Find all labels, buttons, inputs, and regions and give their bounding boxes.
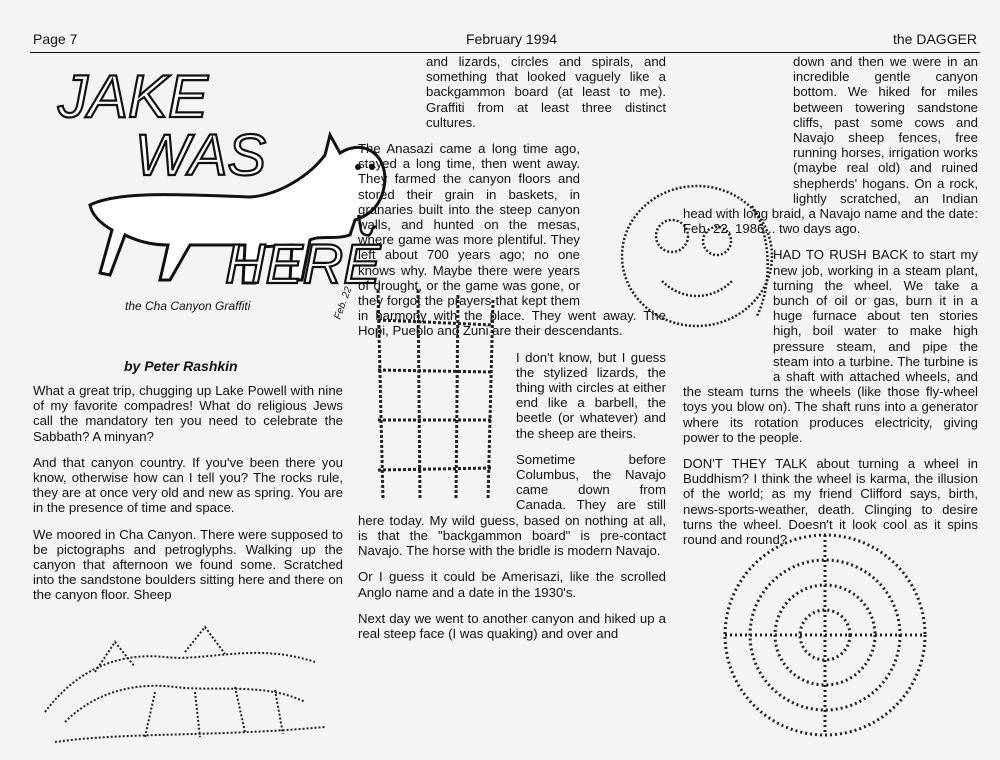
page-number: Page 7 bbox=[33, 31, 78, 47]
title-jake: JAKE bbox=[58, 63, 209, 130]
petroglyph-animals-image bbox=[35, 612, 335, 752]
paragraph: HAD TO RUSH BACK to start my new job, working in a steam plant, turning the wheel. We take a bunch of oil or gas, burn it in a huge furnace about ten stories high, boil water to make high pressure steam, and pipe the steam into a turbine. The turbine is a shaft with attached wheels, and the steam turns the wheels (like those fly-wheel toys you blow on). The shaft runs into a generator where its rotation produces electricity, giving power to the people. bbox=[683, 247, 978, 445]
paragraph: DON'T THEY TALK about turning a wheel in Buddhism? I think the wheel is karma, the illusion of the world; as my friend Clifford says, birth, news-sports-weather, death. Clinging to desire turns the wheel. Doesn't it look cool as it spins round and round? bbox=[683, 456, 978, 548]
article-column-1 bbox=[33, 383, 343, 614]
paragraph: and lizards, circles and spirals, and something that looked vaguely like a backgammon board (at least to me). Graffiti from at least three distinct cultures. bbox=[426, 54, 666, 130]
title-was: WAS bbox=[135, 123, 267, 188]
petroglyph-spiral-image bbox=[705, 520, 945, 750]
issue-date: February 1994 bbox=[466, 31, 558, 47]
byline: by Peter Rashkin bbox=[124, 358, 238, 374]
article-column-3 bbox=[683, 54, 978, 558]
paragraph: Sometime before Columbus, the Navajo came down from Canada. They are still here today. My wild guess, based on nothing at all, is that the "backgammon board" is pre-contact Navajo. The horse with the bridle is modern Navajo. bbox=[358, 451, 666, 559]
paragraph: I don't know, but I guess the stylized lizards, the thing with circles at either end like a barbell, the beetle (or whatever) and the sheep are theirs. bbox=[358, 350, 666, 441]
publication-name: the DAGGER bbox=[893, 31, 978, 47]
paragraph: We moored in Cha Canyon. There were supposed to be pictographs and petroglyphs. Walking up the canyon that afternoon we found some. Scratched into the sandstone boulders sitting here and there on the canyon floor. Sheep bbox=[33, 526, 343, 603]
paragraph: Next day we went to another canyon and hiked up a real steep face (I was quaking) and over and bbox=[358, 610, 666, 641]
header-rule bbox=[30, 52, 980, 53]
article-column-2 bbox=[358, 54, 666, 652]
paragraph: What a great trip, chugging up Lake Powell with nine of my favorite compadres! What do religious Jews call the mandatory ten you need to celebrate the Sabbath? A minyan? bbox=[33, 383, 343, 444]
page-header bbox=[0, 31, 1000, 49]
paragraph: down and then we were in an incredible gentle canyon bottom. We hiked for miles between towering sandstone cliffs, past some cows and Navajo sheep fences, free running horses, irrigation works (maybe real old) and ruined shepherds' hogans. On a rock, lightly scratched, an Indian head with long braid, a Navajo name and the date: Feb. 22, 1986... two days ago. bbox=[683, 54, 978, 237]
paragraph: Or I guess it could be Amerisazi, like the scrolled Anglo name and a date in the 1930's. bbox=[358, 569, 666, 600]
title-here: HERE bbox=[225, 232, 381, 295]
date-scratch: Feb. 22 bbox=[332, 285, 355, 322]
paragraph: The Anasazi came a long time ago, stayed a long time, then went away. They farmed the canyon floors and stored their grain in baskets, in granaries built into the steep canyon walls, and hunted on the mesas, where game was more plentiful. They left about 700 years ago; no one knows why. Maybe there were years of drought, or the game was gone, or they forgot the prayers that kept them in harmony with the place. They went away. The Hopi, Pueblo and Zuni are their descendants. bbox=[358, 141, 666, 339]
paragraph: And that canyon country. If you've been there you know, otherwise how can I tell you? The rocks rule, they are at once very old and new as spring. You are in the presence of time and space. bbox=[33, 454, 343, 516]
graffiti-caption: the Cha Canyon Graffiti bbox=[125, 299, 251, 313]
